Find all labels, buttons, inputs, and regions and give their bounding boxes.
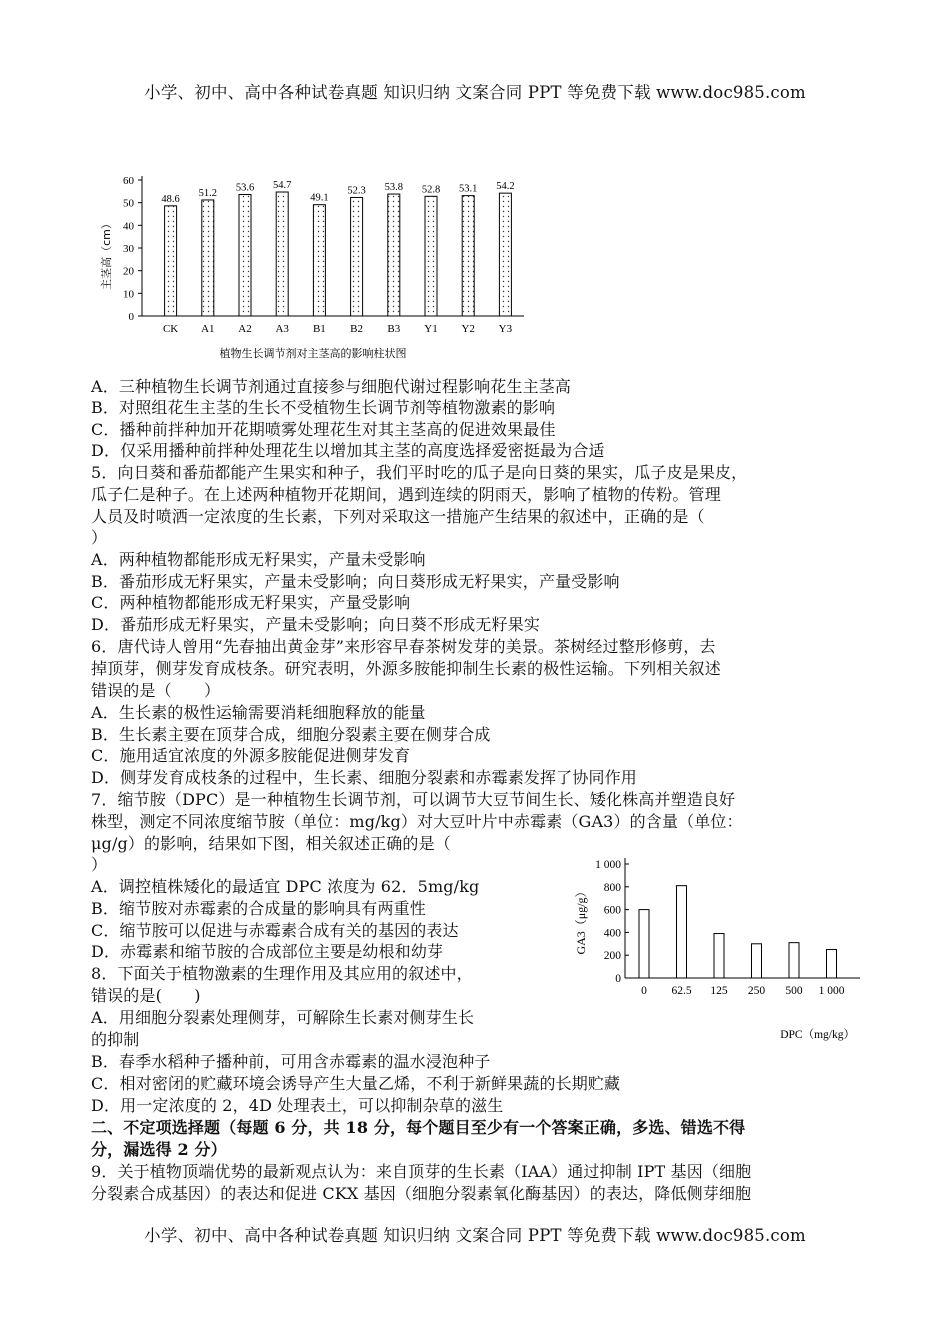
stem-height-ylabel: 主茎高（cm） bbox=[100, 218, 113, 290]
q7-option-b: B．缩节胺对赤霉素的合成量的影响具有两重性 bbox=[91, 899, 426, 918]
ga3-bar-1000 bbox=[827, 950, 837, 979]
stem-height-value-label: 53.8 bbox=[384, 182, 403, 194]
q7-stem-2: 株型，测定不同浓度缩节胺（单位：mg/kg）对大豆叶片中赤霉素（GA3）的含量（单位： bbox=[91, 812, 743, 831]
q7-option-c: C．缩节胺可以促进与赤霉素合成有关的基因的表达 bbox=[91, 921, 459, 940]
ga3-category-label: 1 000 bbox=[818, 985, 845, 997]
q5-stem-4: ） bbox=[91, 528, 108, 547]
q8-option-d: D．用一定浓度的 2，4D 处理表土，可以抑制杂草的滋生 bbox=[91, 1096, 504, 1115]
q4-option-a: A．三种植物生长调节剂通过直接参与细胞代谢过程影响花生主茎高 bbox=[91, 377, 572, 396]
q7-option-a: A．调控植株矮化的最适宜 DPC 浓度为 62．5mg/kg bbox=[91, 877, 480, 896]
stem-height-bar-A1 bbox=[202, 200, 214, 316]
stem-height-value-label: 54.2 bbox=[496, 181, 515, 193]
stem-height-category-label: CK bbox=[162, 323, 179, 335]
ga3-y-tick-label: 1 000 bbox=[595, 859, 621, 871]
ga3-category-label: 62.5 bbox=[671, 985, 692, 997]
stem-height-value-label: 53.1 bbox=[459, 183, 478, 195]
stem-height-category-label: A2 bbox=[238, 323, 252, 335]
q6-stem-3: 错误的是（ ） bbox=[91, 681, 221, 700]
q8-option-b: B．春季水稻种子播种前，可用含赤霉素的温水浸泡种子 bbox=[91, 1052, 491, 1071]
stem-height-bar-B1 bbox=[313, 205, 325, 316]
stem-height-category-label: Y1 bbox=[424, 323, 438, 335]
stem-height-value-label: 53.6 bbox=[235, 182, 255, 194]
ga3-category-label: 250 bbox=[747, 985, 766, 997]
section-2-heading-1: 二、不定项选择题（每题 6 分，共 18 分，每个题目至少有一个答案正确，多选、错选不得 bbox=[91, 1118, 746, 1137]
q6-option-d: D．侧芽发育成枝条的过程中，生长素、细胞分裂素和赤霉素发挥了协同作用 bbox=[91, 768, 637, 787]
stem-height-y-tick-label: 20 bbox=[123, 265, 134, 278]
q6-option-c: C．施用适宜浓度的外源多胺能促进侧芽发育 bbox=[91, 746, 411, 765]
section-2-heading-2: 分，漏选得 2 分） bbox=[91, 1140, 227, 1159]
stem-height-bar-Y2 bbox=[462, 196, 474, 316]
ga3-category-label: 0 bbox=[641, 985, 647, 997]
q5-option-c: C．两种植物都能形成无籽果实，产量受影响 bbox=[91, 593, 411, 612]
stem-height-chart bbox=[96, 164, 536, 364]
page-header: 小学、初中、高中各种试卷真题 知识归纳 文案合同 PPT 等免费下载 www.doc985.com bbox=[144, 83, 806, 102]
q8-stem-1: 8．下面关于植物激素的生理作用及其应用的叙述中， bbox=[91, 964, 473, 983]
stem-height-bar-Y1 bbox=[425, 196, 437, 316]
q7-stem-1: 7．缩节胺（DPC）是一种植物生长调节剂，可以调节大豆节间生长、矮化株高并塑造良好 bbox=[91, 790, 736, 809]
stem-height-bar-CK bbox=[165, 206, 177, 316]
q5-option-b: B．番茄形成无籽果实，产量未受影响；向日葵形成无籽果实，产量受影响 bbox=[91, 572, 620, 591]
q4-option-b: B．对照组花生主茎的生长不受植物生长调节剂等植物激素的影响 bbox=[91, 398, 556, 417]
stem-height-chart-title: 植物生长调节剂对主茎高的影响柱状图 bbox=[219, 347, 407, 360]
ga3-y-tick-label: 0 bbox=[615, 973, 621, 985]
q4-option-c: C．播种前拌种加开花期喷雾处理花生对其主茎高的促进效果最佳 bbox=[91, 420, 556, 439]
stem-height-category-label: Y3 bbox=[498, 323, 513, 335]
stem-height-bar-B2 bbox=[351, 197, 363, 316]
ga3-ylabel: GA3（μg/g） bbox=[574, 885, 588, 955]
stem-height-category-label: B3 bbox=[387, 323, 401, 335]
stem-height-value-label: 52.3 bbox=[347, 185, 366, 197]
ga3-category-label: 125 bbox=[710, 985, 728, 997]
ga3-xlabel: DPC（mg/kg） bbox=[780, 1029, 855, 1041]
q5-option-a: A．两种植物都能形成无籽果实，产量未受影响 bbox=[91, 550, 426, 569]
stem-height-y-tick-label: 30 bbox=[123, 243, 134, 255]
ga3-bar-250 bbox=[752, 944, 762, 978]
stem-height-value-label: 51.2 bbox=[198, 187, 217, 199]
stem-height-category-label: B1 bbox=[312, 323, 326, 335]
stem-height-value-label: 49.1 bbox=[310, 192, 329, 204]
stem-height-category-label: A1 bbox=[201, 323, 215, 335]
stem-height-category-label: A3 bbox=[275, 323, 289, 335]
stem-height-y-tick-label: 60 bbox=[123, 175, 134, 187]
ga3-bar-125 bbox=[714, 934, 724, 978]
q5-stem-2: 瓜子仁是种子。在上述两种植物开花期间，遇到连续的阴雨天，影响了植物的传粉。管理 bbox=[91, 485, 721, 504]
ga3-y-tick-label: 800 bbox=[603, 881, 621, 894]
stem-height-y-tick-label: 0 bbox=[128, 311, 134, 323]
stem-height-y-tick-label: 10 bbox=[123, 288, 134, 301]
stem-height-value-label: 54.7 bbox=[273, 180, 292, 192]
stem-height-category-label: Y2 bbox=[461, 323, 475, 335]
stem-height-bar-Y3 bbox=[499, 193, 511, 316]
stem-height-category-label: B2 bbox=[350, 323, 364, 335]
stem-height-value-label: 52.8 bbox=[421, 184, 441, 196]
q8-stem-2: 错误的是( ) bbox=[91, 986, 201, 1005]
stem-height-y-tick-label: 40 bbox=[123, 220, 134, 233]
ga3-y-tick-label: 400 bbox=[603, 927, 621, 940]
q6-stem-1: 6．唐代诗人曾用“先春抽出黄金芽”来形容早春茶树发芽的美景。茶树经过整形修剪，去 bbox=[91, 637, 716, 656]
q8-option-a-2: 的抑制 bbox=[91, 1030, 140, 1049]
q7-stem-4: ） bbox=[91, 855, 108, 874]
q6-option-b: B．生长素主要在顶芽合成，细胞分裂素主要在侧芽合成 bbox=[91, 725, 491, 744]
ga3-category-label: 500 bbox=[785, 985, 803, 997]
q7-stem-3: μg/g）的影响，结果如下图，相关叙述正确的是（ bbox=[91, 834, 451, 853]
q8-option-a-1: A．用细胞分裂素处理侧芽，可解除生长素对侧芽生长 bbox=[91, 1008, 475, 1027]
stem-height-bar-B3 bbox=[388, 194, 400, 316]
ga3-y-tick-label: 600 bbox=[603, 904, 621, 917]
q4-option-d: D．仅采用播种前拌种处理花生以增加其主茎的高度选择爱密挺最为合适 bbox=[91, 441, 605, 460]
q5-option-d: D．番茄形成无籽果实，产量未受影响；向日葵不形成无籽果实 bbox=[91, 615, 541, 634]
stem-height-bar-A3 bbox=[276, 192, 288, 316]
stem-height-bar-A2 bbox=[239, 195, 251, 316]
ga3-chart bbox=[570, 850, 880, 1048]
stem-height-value-label: 48.6 bbox=[161, 193, 180, 205]
q7-option-d: D．赤霉素和缩节胺的合成部位主要是幼根和幼芽 bbox=[91, 942, 444, 961]
q6-option-a: A．生长素的极性运输需要消耗细胞释放的能量 bbox=[91, 703, 426, 722]
stem-height-y-tick-label: 50 bbox=[123, 197, 134, 210]
q6-stem-2: 掉顶芽，侧芽发育成枝条。研究表明，外源多胺能抑制生长素的极性运输。下列相关叙述 bbox=[91, 659, 721, 678]
q5-stem-1: 5．向日葵和番茄都能产生果实和种子，我们平时吃的瓜子是向日葵的果实，瓜子皮是果皮， bbox=[91, 463, 748, 482]
q9-stem-1: 9．关于植物顶端优势的最新观点认为：来自顶芽的生长素（IAA）通过抑制 IPT 基因（细胞 bbox=[91, 1162, 752, 1181]
q8-option-c: C．相对密闭的贮藏环境会诱导产生大量乙烯，不利于新鲜果蔬的长期贮藏 bbox=[91, 1074, 621, 1093]
q5-stem-3: 人员及时喷洒一定浓度的生长素，下列对采取这一措施产生结果的叙述中，正确的是（ bbox=[91, 507, 705, 526]
page-footer: 小学、初中、高中各种试卷真题 知识归纳 文案合同 PPT 等免费下载 www.doc985.com bbox=[144, 1226, 806, 1245]
ga3-bar-500 bbox=[789, 943, 799, 978]
ga3-y-tick-label: 200 bbox=[603, 950, 621, 963]
ga3-bar-62.5 bbox=[677, 886, 687, 978]
q9-stem-2: 分裂素合成基因）的表达和促进 CKX 基因（细胞分裂素氧化酶基因）的表达，降低侧芽细胞 bbox=[91, 1184, 752, 1203]
ga3-bar-0 bbox=[639, 910, 649, 978]
